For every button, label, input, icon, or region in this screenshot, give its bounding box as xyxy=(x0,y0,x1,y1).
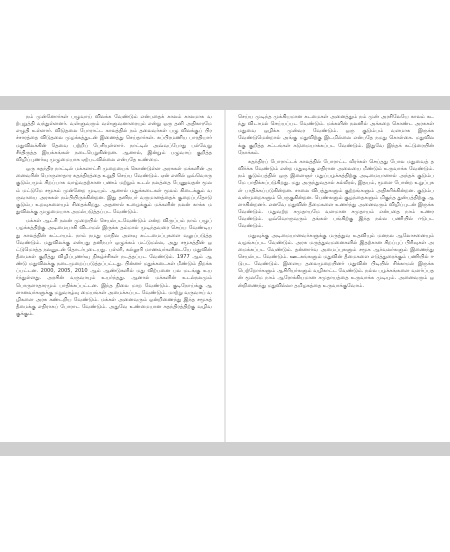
left-paragraph-3: மக்கள் ஆட்சி நலன் முறையில் செயல்படவேண்டும் என்ற விருப்பம் நாம் பழுப் பழக்கத்திற்கு அடிமையாகி விடாமல் இருக்க தம்மால் முடிந்தவரை செய்ய வேண்டியது காலத்தின் கட்டாயம். நாம் நமது மாநில அளவு கட்டமைப்புகளை வலுப்படுத்த வேண்டும். மதுவிலக்கு என்பது தனிநபர் ஒழுக்கம் மட்டுமல்ல, அது சமூகத்தின் ஒட்டுமொத்த நலனுடன் தொடர்புடையது. பள்ளி, கல்லூரி மாணவர்களிடையே மதுவின் தீமைகள் குறித்து விழிப்புணர்வு நிகழ்ச்சிகள் நடத்தப்பட வேண்டும். 1977 ஆம் ஆண்டு மதுவிலக்கு நடைமுறைப்படுத்தப்பட்டது. பின்னர் மதுக்கடைகள் மீண்டும் திறக்கப்பட்டன. 2000, 2005, 2010 ஆம் ஆண்டுகளில் மது விற்பனை பல மடங்கு உயர்ந்துள்ளது. அரசின் வருவாயும் உயர்ந்தது. ஆனால் மக்களின் உடல்நலமும் பொருளாதாரமும் பாதிக்கப்பட்டன. இந்த நிலை மாற வேண்டும். குடிநோய்க்கு ஆளானவர்களுக்கு மறுவாழ்வு மையங்கள் அமைக்கப்பட வேண்டும். மாற்று வருவாய் வழிகளை அரசு கண்டறிய வேண்டும். மக்கள் அனைவரும் ஒன்றிணைந்து இந்த சமூகத் தீமைக்கு எதிராகப் போராட வேண்டும். அதுவே உண்மையான சுதந்திரத்திற்கு வழிவகுக்கும். xyxy=(16,218,212,318)
left-paragraph-2: ஒரு சுதந்திர நாட்டில் மக்களாட்சி முறையைக் கொண்டுள்ள அரசுகள் மக்களின் அனைவரின் பொருளாதார சுதந்திரத்தை உறுதி செய்ய வேண்டும். ஏன் எனில் ஒவ்வொரு குடும்பமும் சிறப்பாக வாழ்வதற்கான பணம் மற்றும் உடல் நலத்தை பேணுவதன் மூலம் மட்டுமே சமூகம் முன்னேற முடியும். ஆனால் மதுக்கடைகள் மூலம் கிடைக்கும் வருவாயை அரசுகள் நம்பியிருக்கின்றன. இது தனிநபர் வருமானத்தைக் குறைப்பதோடு குடும்ப உறவுகளையும் சிதைக்கிறது. அதனால் உழைக்கும் மக்களின் நலன் காக்க மதுவிலக்கு முழுமையாக அமல்படுத்தப்பட வேண்டும். xyxy=(16,166,212,216)
left-paragraph-1: நம் முன்னோர்கள் பழுவாய் விலக்க வேண்டும் என்பதைக் காலம் காலமாக வற்புறுத்தி வந்துள்ளனர். வள்ளுவரும் வள்ளுவனாரையும் என்று ஒரு தனி அதிகாரமே எழுதி உள்ளார். விடுதலை போராட்ட காலத்தில் நம் தலைவர்கள் பழு விலக்குப் பிரச்சாரத்தை விடுதலை முழக்கத்துடன் இணைத்து செய்தார்கள். சுப்பிரமணிய பாரதியார் மதுவிலக்கின் தேவை பற்றிப் பேசியுள்ளார். நாட்டில் அவ்வப்போது பல்வேறு சீர்திருத்த இயக்கங்கள் நடைபெறுகின்றன. ஆனால், இன்றும் பழுவாய் குறித்த விழிப்புணர்வு முழுமையாக ஏற்படவில்லை என்பதே உண்மை. xyxy=(16,114,212,163)
left-page-column xyxy=(16,114,212,436)
bottom-gray-band xyxy=(0,442,450,456)
right-paragraph-2: சுதந்திரப் போராட்டக் காலத்தில் போராட்ட வீரர்கள் செய்தது போல மதுவைத் தவிர்க்க வேண்டும் என்ற மதுவுக்கு எதிரான அலையை மீண்டும் உருவாக்க வேண்டும். நம் குடும்பத்தில் ஒரு இளைஞர் மதுப்பழக்கத்திற்கு அடிமையானால் அந்தக் குடும்பமே பாதிக்கப்படுகிறது. மது அருந்துவதால் கல்லீரல், இதயம், மூளை போன்ற உறுப்புகள் பாதிக்கப்படுகின்றன. சாலை விபத்துகளும் குற்றங்களும் அதிகரிக்கின்றன. குடும்ப வன்முறைகளும் பெருகுகின்றன. பெண்களும் குழந்தைகளும் மிகுந்த துன்பத்திற்கு ஆளாகின்றனர். எனவே மதுவின் தீமைகளை உணர்ந்து அனைவரும் விழிப்புடன் இருக்க வேண்டும். மதுவற்ற சமுதாயமே வளமான சமுதாயம் என்பதை நாம் உணர வேண்டும். ஒவ்வொருவரும் தங்கள் பங்கிற்கு இந்த நல்ல பணியில் ஈடுபட வேண்டும். xyxy=(238,158,434,230)
right-page-column xyxy=(238,114,434,436)
right-paragraph-1: செய்ய முடிந்த முக்கியமான கடமைகள் அனைத்தும் நம் முன் அரசிலேயே காலம் கடந்து விடாமல் செய்யப்பட வேண்டும். மக்களின் நலனில் அக்கறை கொண்ட அரசுகள் மதுவை ஒழிக்க முன்வர வேண்டும். ஒரு குடும்பம் வளமாக இருக்க வேண்டுமென்றால் அங்கு மதுவிற்கு இடமில்லை என்பதே நமது கொள்கை. மதுவிலக்கு குறித்த சட்டங்கள் கடுமையாக்கப்பட வேண்டும். இதுவே இந்தக் கட்டுரையின் நோக்கம். xyxy=(238,114,434,156)
page-gutter xyxy=(224,110,226,442)
right-paragraph-3: மதுவுக்கு அடிமையானவர்களுக்கு மருத்துவ உதவியும் மனநல ஆலோசனையும் வழங்கப்பட வேண்டும். அரசு மருத்துவமனைகளில் இதற்கான சிறப்புப் பிரிவுகள் அமைக்கப்பட வேண்டும். தன்னார்வ அமைப்புகளும் சமூக ஆர்வலர்களும் இணைந்து செயல்பட வேண்டும். ஊடகங்களும் மதுவின் தீமைகளை எடுத்துரைக்கும் பணியில் ஈடுபட வேண்டும். இளைய தலைமுறையினர் மதுவின் பிடியில் சிக்காமல் இருக்க பெற்றோர்களும் ஆசிரியர்களும் வழிகாட்ட வேண்டும். நல்ல பழக்கங்களை வளர்ப்பதன் மூலமே நாம் ஆரோக்கியமான சமுதாயத்தை உருவாக்க முடியும். அனைவரும் ஒன்றிணைந்து மதுவில்லா தமிழகத்தை உருவாக்குவோம். xyxy=(238,232,434,289)
top-gray-band xyxy=(0,96,450,110)
